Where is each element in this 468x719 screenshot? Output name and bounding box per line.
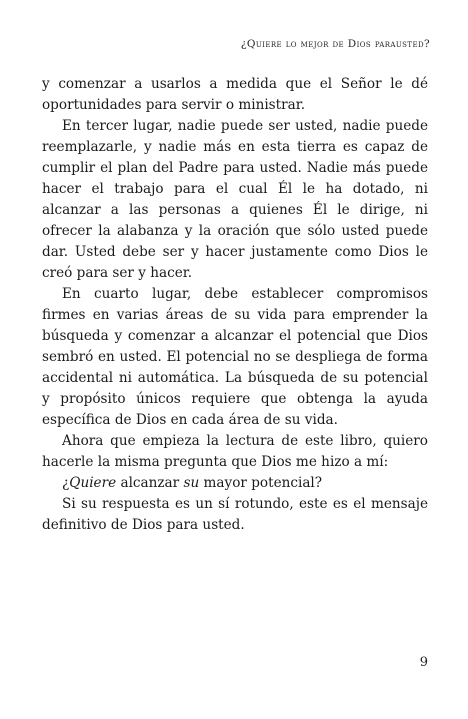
paragraph-question-intro: Ahora que empieza la lectura de este libro, quiero hacerle la misma pregunta que Dios me hizo a mí: — [42, 433, 428, 470]
question-open-mark: ¿ — [62, 475, 70, 491]
running-header: ¿Quiere lo mejor de Dios parausted? — [240, 38, 430, 50]
question-emphasis-su: su — [183, 475, 200, 491]
question-mid-text: alcanzar — [116, 475, 184, 491]
paragraph-fourth-point: En cuarto lugar, debe establecer compromisos firmes en varias áreas de su vida para emprender la búsqueda y comenzar a alcanzar el potencial que Dios sembró en usted. El potencial no se despliega de forma accidental ni automática. La búsqueda de su potencial y propósito únicos requiere que obtenga la ayuda específica de Dios en cada área de su vida. — [42, 286, 428, 428]
paragraph-third-point: En tercer lugar, nadie puede ser usted, nadie puede reemplazarle, y nadie más en esta tierra es capaz de cumplir el plan del Padre para usted. Nadie más puede hacer el trabajo para el cual Él le ha dotado, ni alcanzar a las personas a quienes Él le dirige, ni ofrecer la alabanza y la oración que sólo usted puede dar. Usted debe ser y hacer justamente como Dios le creó para ser y hacer. — [42, 118, 428, 281]
question-emphasis-quiere: Quiere — [69, 475, 117, 491]
page-number: 9 — [419, 655, 428, 670]
paragraph-answer: Si su respuesta es un sí rotundo, este es el mensaje definitivo de Dios para usted. — [42, 496, 428, 533]
body-text — [42, 74, 428, 536]
paragraph-question — [42, 473, 428, 494]
question-end-text: mayor potencial? — [199, 475, 323, 491]
paragraph-continuation: y comenzar a usarlos a medida que el Señor le dé oportunidades para servir o ministrar. — [42, 76, 428, 113]
